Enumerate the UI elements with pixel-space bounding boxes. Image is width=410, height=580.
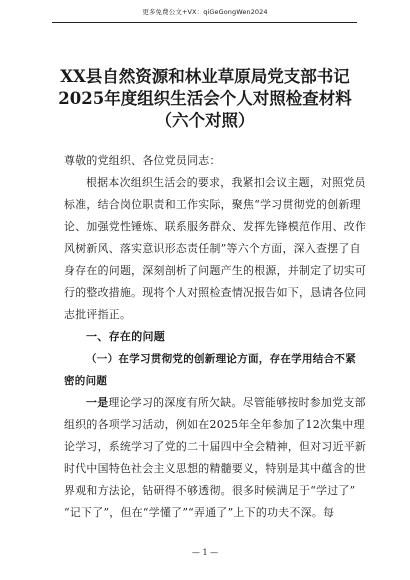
document-title-line-2: 2025年度组织生活会个人对照检查材料 xyxy=(58,89,352,108)
subsection-heading-line-2: 密的问题 xyxy=(64,375,108,387)
intro-line: 标准，结合岗位职责和工作实际，聚焦“学习贯彻党的创新理 xyxy=(64,198,361,211)
intro-line: 风树新风、落实意识形态责任制”等六个方面，深入查摆了自 xyxy=(64,242,361,255)
page-number: — 1 — xyxy=(191,548,219,557)
intro-line: 志批评指正。 xyxy=(64,308,132,321)
section-heading: 一、存在的问题 xyxy=(86,330,166,343)
body-line xyxy=(86,396,366,410)
header-divider xyxy=(52,22,357,23)
intro-line: 身存在的问题，深刻剖析了问题产生的根源，并制定了切实可 xyxy=(64,264,367,277)
subsection-heading-line-1: （一）在学习贯彻党的创新理论方面，存在学用结合不紧 xyxy=(86,353,356,365)
salutation: 尊敬的党组织、各位党员同志： xyxy=(64,154,221,167)
body-line: “记下了”，但在“学懂了”“弄通了”上下的功夫不深。每 xyxy=(64,506,335,519)
lead-marker: 一是 xyxy=(86,396,109,409)
body-line: 界观和方法论，钻研得不够透彻。很多时候满足于“学过了” xyxy=(64,484,356,497)
body-line: 时代中国特色社会主义思想的精髓要义，特别是其中蕴含的世 xyxy=(64,462,367,475)
intro-line: 根据本次组织生活会的要求，我紧扣会议主题，对照党员 xyxy=(86,176,366,189)
body-line: 组织的各项学习活动，例如在2025年全年参加了12次集中理 xyxy=(64,418,365,431)
intro-line: 论、加强党性锤炼、联系服务群众、发挥先锋模范作用、改作 xyxy=(64,220,367,233)
body-text: 理论学习的深度有所欠缺。尽管能够按时参加党支部 xyxy=(108,396,366,409)
document-title-line-1: XX县自然资源和林业草原局党支部书记 xyxy=(60,67,350,86)
intro-line: 行的整改措施。现将个人对照检查情况报告如下，恳请各位同 xyxy=(64,286,367,299)
document-title-line-3: （六个对照） xyxy=(155,111,255,130)
header-note: 更多免费公文+VX：qiGeGongWen2024 xyxy=(142,8,268,16)
body-line: 论学习，系统学习了党的二十届四中全会精神，但对习近平新 xyxy=(64,440,367,453)
